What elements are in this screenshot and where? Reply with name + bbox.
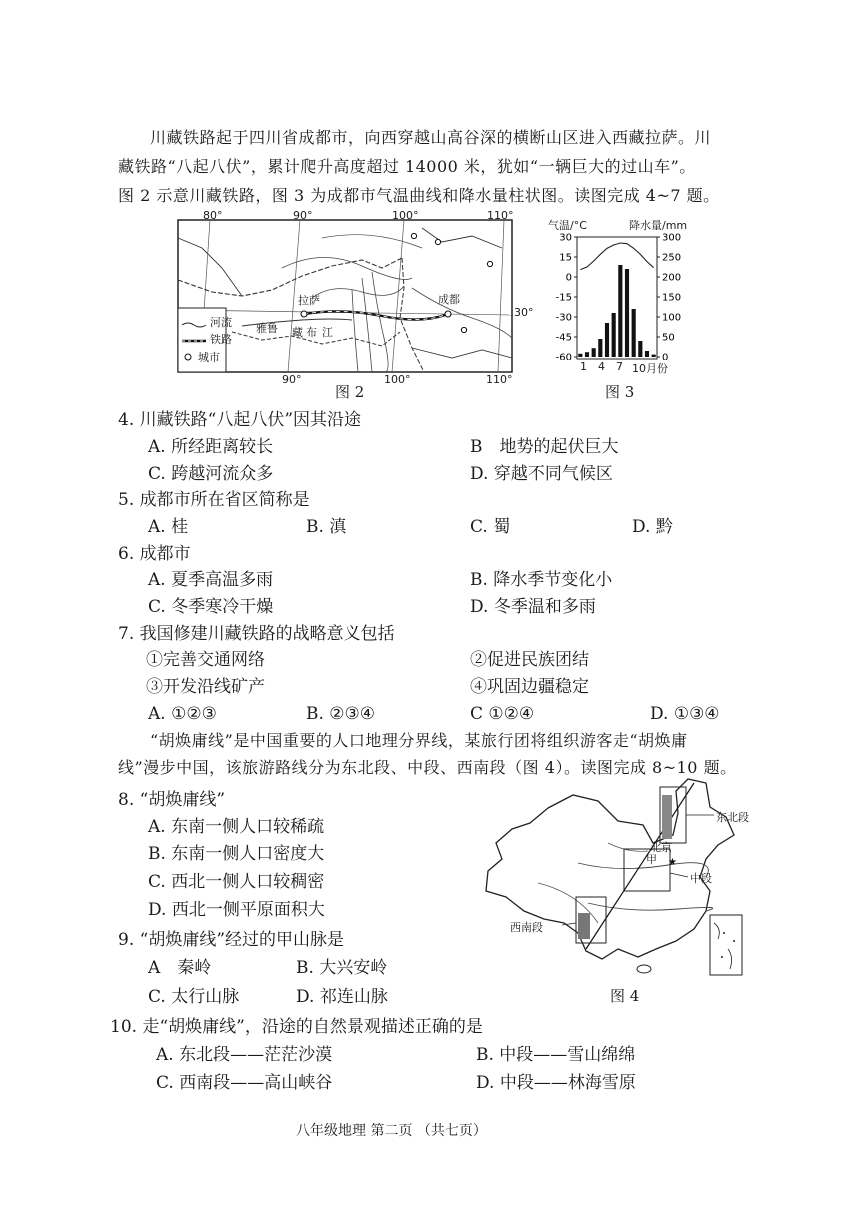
temp-tick-label: -15 [555,292,572,304]
temp-tick-label: -60 [555,352,572,360]
q6-option-c[interactable]: C. 冬季寒冷干燥 [148,597,274,617]
precip-tick-label: 200 [662,272,682,284]
q10-stem: 10. 走“胡焕庸线”，沿途的自然景观描述正确的是 [110,1017,483,1037]
q7-statement-3: ③开发沿线矿产 [146,677,265,697]
fig3-precip-axis-label: 降水量/mm [629,219,688,232]
q9-option-b[interactable]: B. 大兴安岭 [296,958,388,978]
precip-bar [652,355,656,357]
fig2-label-ya: 雅 [256,322,267,335]
precip-tick-label: 250 [662,252,682,264]
temp-tick-label: 15 [559,252,572,264]
fig3-temp-axis-label: 气温/°C [548,219,587,232]
q9-option-c[interactable]: C. 太行山脉 [148,987,240,1007]
fig2-label-lu: 鲁 [267,322,278,335]
q7-statement-2: ②促进民族团结 [470,650,589,670]
q7-statement-1: ①完善交通网络 [146,650,265,670]
fig2-legend-river: 河流 [210,316,232,329]
q10-option-b[interactable]: B. 中段——雪山绵绵 [476,1045,636,1065]
fig4-label-northeast: 东北段 [716,811,749,824]
precip-bar [605,323,609,357]
precip-bar [645,351,649,357]
q6-option-b[interactable]: B. 降水季节变化小 [470,570,613,590]
precip-bar [598,339,602,357]
precip-bar [632,309,636,357]
fig4-caption: 图 4 [610,987,640,1005]
q6-stem: 6. 成都市 [118,544,191,564]
q7-statement-4: ④巩固边疆稳定 [470,677,589,697]
temp-tick-label: -45 [555,332,572,344]
q10-option-c[interactable]: C. 西南段——高山峡谷 [156,1073,333,1093]
q4-option-c[interactable]: C. 跨越河流众多 [148,464,274,484]
temp-tick-label: 30 [559,232,572,244]
fig2-label-bu: 布 [306,326,317,339]
q5-option-d[interactable]: D. 黔 [632,517,673,537]
fig2-legend-railway: 铁路 [210,333,232,346]
precip-tick-label: 0 [662,352,669,360]
fig2-label-zang: 藏 [292,326,303,339]
fig4-label-jia: 甲 [646,853,657,866]
page-footer: 八年级地理 第二页 （共七页） [296,1123,487,1139]
q7-stem: 7. 我国修建川藏铁路的战略意义包括 [118,624,395,644]
intro1-line3: 图 2 示意川藏铁路，图 3 为成都市气温曲线和降水量柱状图。读图完成 4~7 题。 [118,186,720,205]
q6-option-d[interactable]: D. 冬季温和多雨 [470,597,596,617]
fig4-label-beijing: 北京 [650,841,672,854]
fig2-caption: 图 2 [335,383,365,401]
fig3-chart [540,230,690,360]
precip-tick-label: 150 [662,292,682,304]
q5-option-c[interactable]: C. 蜀 [470,517,511,537]
fig2-lon-110-bottom: 110° [486,373,513,386]
fig2-label-chengdu: 成都 [438,293,460,306]
precip-bar [585,352,589,357]
fig2-lon-110-top: 110° [487,209,514,222]
precip-tick-label: 300 [662,232,682,244]
q7-option-c[interactable]: C ①②④ [470,704,535,724]
q5-option-a[interactable]: A. 桂 [148,517,189,537]
q8-option-b[interactable]: B. 东南一侧人口密度大 [148,844,325,864]
intro2-line2: 线”漫步中国，该旅游路线分为东北段、中段、西南段（图 4）。读图完成 8~10 题。 [118,758,737,777]
fig2-legend-city: 城市 [198,351,220,364]
fig3-caption: 图 3 [605,383,635,401]
q7-option-a[interactable]: A. ①②③ [148,704,217,724]
fig4-map [478,773,768,983]
fig2-lon-100-top: 100° [392,209,419,222]
precip-bar [638,341,642,357]
q4-option-d[interactable]: D. 穿越不同气候区 [470,464,613,484]
q4-option-a[interactable]: A. 所经距离较长 [148,437,274,457]
q10-option-a[interactable]: A. 东北段——茫茫沙漠 [156,1045,333,1065]
precip-bar [592,348,596,357]
q9-stem: 9. “胡焕庸线”经过的甲山脉是 [118,930,345,950]
q8-stem: 8. “胡焕庸线” [118,790,226,810]
q10-option-d[interactable]: D. 中段——林海雪原 [476,1073,636,1093]
precip-bar [625,269,629,357]
fig4-label-southwest: 西南段 [510,921,543,934]
q9-option-d[interactable]: D. 祁连山脉 [296,987,388,1007]
fig3-xtick-10: 10月份 [632,362,668,375]
fig2-lon-80-top: 80° [203,209,223,222]
fig2-map [172,208,517,376]
fig2-label-jiang: 江 [322,326,333,339]
fig3-xtick-1: 1 [580,360,587,373]
precip-bar [578,354,582,357]
q4-stem: 4. 川藏铁路“八起八伏”因其沿途 [118,410,362,430]
fig3-xtick-4: 4 [598,360,605,373]
q8-option-c[interactable]: C. 西北一侧人口较稠密 [148,872,325,892]
fig4-label-middle: 中段 [690,872,712,885]
q7-option-d[interactable]: D. ①③④ [650,704,720,724]
temp-tick-label: 0 [565,272,572,284]
precip-tick-label: 100 [662,312,682,324]
temp-tick-label: -30 [555,312,572,324]
q6-option-a[interactable]: A. 夏季高温多雨 [148,570,274,590]
fig2-lon-90-top: 90° [293,209,313,222]
precip-bar [618,265,622,357]
q8-option-a[interactable]: A. 东南一侧人口较稀疏 [148,817,325,837]
q7-option-b[interactable]: B. ②③④ [306,704,376,724]
q4-option-b[interactable]: B 地势的起伏巨大 [470,437,619,457]
fig2-lon-100-bottom: 100° [384,373,411,386]
q5-stem: 5. 成都市所在省区简称是 [118,490,310,510]
q5-option-b[interactable]: B. 滇 [306,517,347,537]
precip-bar [612,313,616,357]
svg-text:★: ★ [668,857,677,868]
intro1-line2: 藏铁路“八起八伏”，累计爬升高度超过 14000 米，犹如“一辆巨大的过山车”。 [118,157,696,176]
fig2-lat-30: 30° [514,306,534,319]
q9-option-a[interactable]: A 秦岭 [148,958,212,978]
fig2-label-lhasa: 拉萨 [298,294,320,307]
fig2-lon-90-bottom: 90° [282,373,302,386]
intro1-line1: 川藏铁路起于四川省成都市，向西穿越山高谷深的横断山区进入西藏拉萨。川 [150,128,712,147]
fig3-xtick-7: 7 [616,360,623,373]
q8-option-d[interactable]: D. 西北一侧平原面积大 [148,900,325,920]
precip-tick-label: 50 [662,332,675,344]
intro2-line1: “胡焕庸线”是中国重要的人口地理分界线，某旅行团将组织游客走“胡焕庸 [150,731,688,750]
